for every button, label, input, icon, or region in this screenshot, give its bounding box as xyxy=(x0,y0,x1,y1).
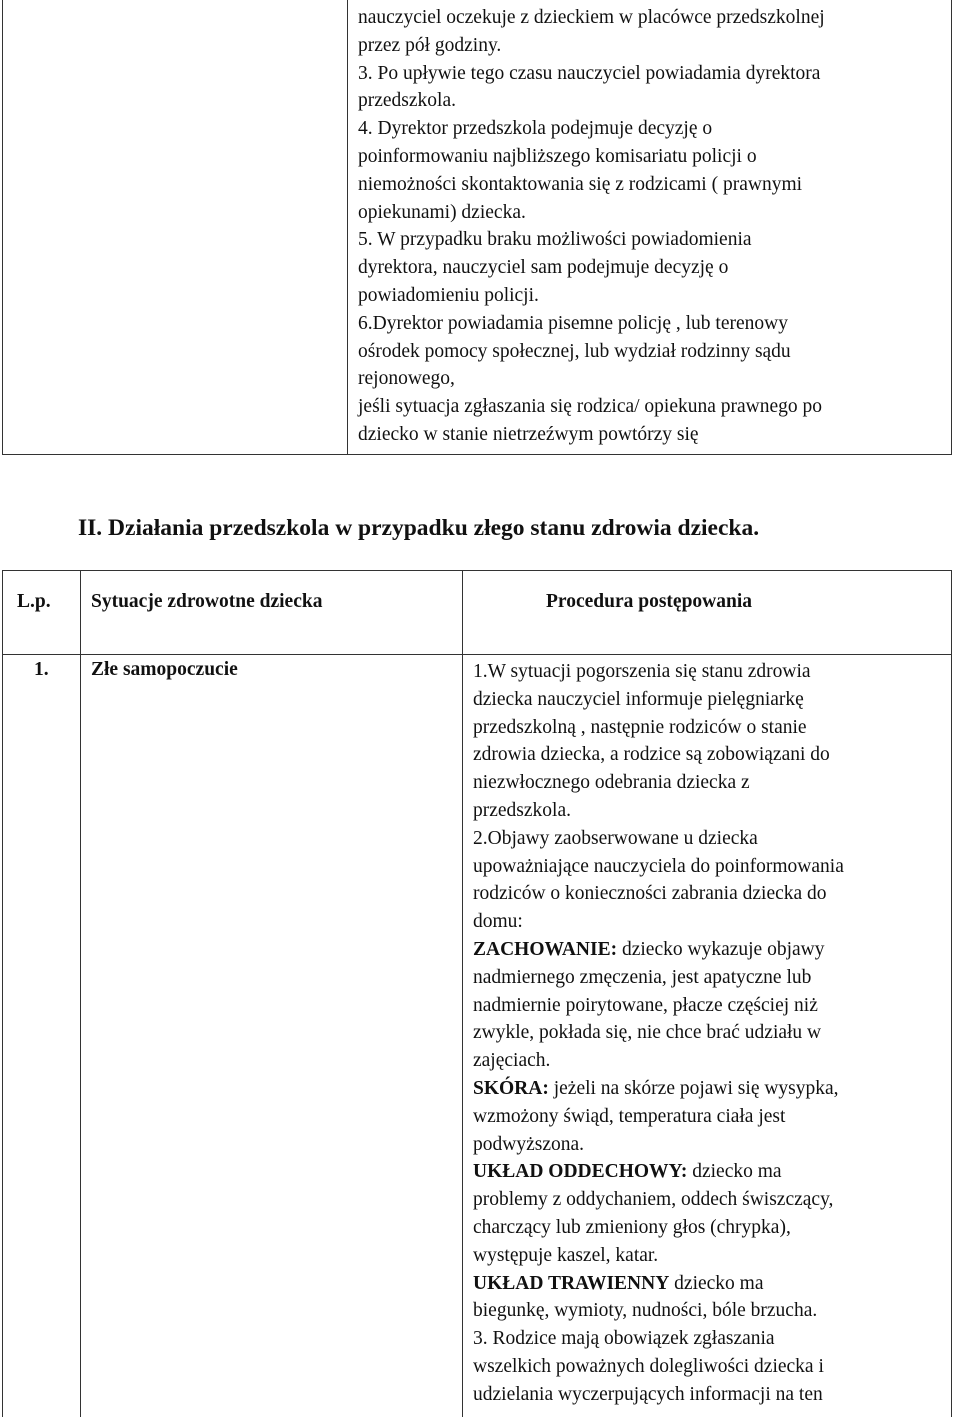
label-zachowanie: ZACHOWANIE: xyxy=(473,938,618,960)
text-line: 3. Po upływie tego czasu nauczyciel powiadamia dyrektora xyxy=(358,62,821,84)
header-procedure: Procedura postępowania xyxy=(546,591,753,612)
text-line: ośrodek pomocy społecznej, lub wydział rodzinny sądu xyxy=(358,340,791,362)
text-line: występuje kaszel, katar. xyxy=(473,1244,659,1266)
text-line: 6.Dyrektor powiadamia pisemne policję , lub terenowy xyxy=(358,312,788,334)
row-lp: 1. xyxy=(34,659,49,680)
text-line: przedszkola. xyxy=(473,799,571,821)
text-line: poinformowaniu najbliższego komisariatu policji o xyxy=(358,145,757,167)
table-border-col1 xyxy=(80,570,81,1417)
text-line: rejonowego, xyxy=(358,368,455,390)
text-line: upoważniające nauczyciela do poinformowania xyxy=(473,855,844,877)
text-line: 4. Dyrektor przedszkola podejmuje decyzję o xyxy=(358,118,713,140)
text-line: nadmiernie poirytowane, płacze częściej niż xyxy=(473,994,818,1016)
text-line: niezwłocznego odebrania dziecka z xyxy=(473,772,750,794)
text-line: opiekunami) dziecka. xyxy=(358,201,526,223)
text-line: nadmiernego zmęczenia, jest apatyczne lub xyxy=(473,966,812,988)
text-fragment: dziecko wykazuje objawy xyxy=(617,938,825,960)
text-line: zajęciach. xyxy=(473,1050,551,1072)
text-line: 1.W sytuacji pogorszenia się stanu zdrowia xyxy=(473,661,811,682)
text-line xyxy=(473,1158,844,1186)
procedure-cell-text xyxy=(473,658,844,1409)
text-line: rodziców o konieczności zabrania dziecka do xyxy=(473,883,827,905)
text-line xyxy=(473,936,844,964)
text-line: wszelkich poważnych dolegliwości dziecka i xyxy=(473,1355,824,1377)
text-line xyxy=(473,1075,844,1103)
text-line: dziecka nauczyciel informuje pielęgniarkę xyxy=(473,688,804,710)
text-line: 3. Rodzice mają obowiązek zgłaszania xyxy=(473,1328,775,1350)
text-line: jeśli sytuacja zgłaszania się rodzica/ opiekuna prawnego po xyxy=(358,396,823,418)
text-line: zwykle, pokłada się, nie chce brać udziału w xyxy=(473,1022,822,1044)
text-line: domu: xyxy=(473,911,523,933)
top-table-border-left xyxy=(2,0,3,455)
text-line: nauczyciel oczekuje z dzieckiem w placówce przedszkolnej xyxy=(358,7,825,28)
text-fragment: dziecko ma xyxy=(669,1272,764,1294)
text-line: udzielania wyczerpujących informacji na ten xyxy=(473,1383,823,1405)
row-situation: Złe samopoczucie xyxy=(91,659,238,680)
text-line: wzmożony świąd, temperatura ciała jest xyxy=(473,1105,786,1127)
text-line: biegunkę, wymioty, nudności, bóle brzucha. xyxy=(473,1300,818,1322)
text-line: przez pół godziny. xyxy=(358,34,502,56)
top-table-border-right xyxy=(951,0,952,455)
text-line xyxy=(473,1270,844,1298)
text-line: dziecko w stanie nietrzeźwym powtórzy się xyxy=(358,423,699,445)
text-line: zdrowia dziecka, a rodzice są zobowiązani do xyxy=(473,744,830,766)
top-table-cell-text xyxy=(358,4,825,449)
text-line: problemy z oddychaniem, oddech świszczący, xyxy=(473,1189,834,1211)
text-line: 5. W przypadku braku możliwości powiadomienia xyxy=(358,229,752,251)
section-heading: II. Działania przedszkola w przypadku złego stanu zdrowia dziecka. xyxy=(78,515,760,541)
text-line: podwyższona. xyxy=(473,1133,585,1155)
text-line: 2.Objawy zaobserwowane u dziecka xyxy=(473,827,758,849)
table-border-right xyxy=(951,570,952,1417)
label-skora: SKÓRA: xyxy=(473,1077,549,1099)
header-situation: Sytuacje zdrowotne dziecka xyxy=(91,591,323,612)
text-line: charczący lub zmieniony głos (chrypka), xyxy=(473,1216,791,1238)
table-border-top xyxy=(2,570,952,571)
text-line: powiadomieniu policji. xyxy=(358,284,539,306)
text-fragment: jeżeli na skórze pojawi się wysypka, xyxy=(548,1077,839,1099)
header-lp: L.p. xyxy=(17,591,51,612)
top-table-border-bottom xyxy=(2,454,952,455)
table-border-col2 xyxy=(462,570,463,1417)
text-line: niemożności skontaktowania się z rodzicami ( prawnymi xyxy=(358,173,803,195)
text-line: dyrektora, nauczyciel sam podejmuje decyzję o xyxy=(358,257,729,279)
text-fragment: dziecko ma xyxy=(687,1161,782,1183)
table-border-left xyxy=(2,570,3,1417)
text-line: przedszkolną , następnie rodziców o stanie xyxy=(473,716,807,738)
top-table-border-mid xyxy=(347,0,348,455)
text-line: przedszkola. xyxy=(358,90,456,112)
label-uklad-trawienny: UKŁAD TRAWIENNY xyxy=(473,1272,670,1294)
table-header-separator xyxy=(2,654,952,655)
label-uklad-oddechowy: UKŁAD ODDECHOWY: xyxy=(473,1161,688,1183)
